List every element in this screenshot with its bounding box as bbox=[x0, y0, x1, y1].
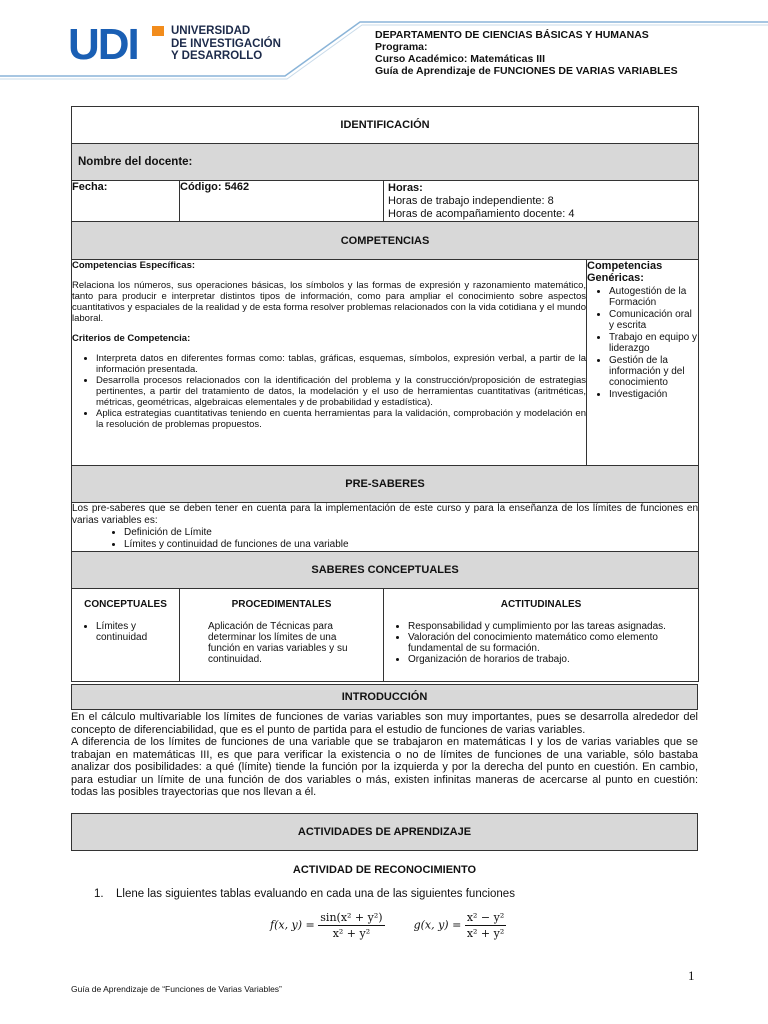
procedimental-text: Aplicación de Técnicas para determinar los límites de una función en varias variables y su continuidad. bbox=[208, 621, 348, 665]
section-competencias: COMPETENCIAS bbox=[72, 222, 699, 260]
udi-logo bbox=[68, 24, 168, 64]
specific-competencies: Competencias Específicas: Relaciona los números, sus operaciones básicas, los símbolos y las formas de expresión y razonamiento matemático, tanto para producir e interpretar distintos tipos de información, como para ampliar el conocimiento sobre aspectos cuantitativos y espaciales de la realidad y de esta forma resolver problemas relacionados con la vida cotidiana y el mundo laboral. Criterios de Competencia: • Interpreta datos en diferentes formas como: tablas, gráficas, esquemas, símbolos, expresión verbal, a partir de la información presentada. • Desarrolla procesos relacionados con la identificación del problema y la construcción/proposición de estrategias pertinentes, a partir del tratamiento de datos, la modelación y el uso de herramientas cuantitativas (aritméticas, métricas, geométricas, algebraicas elementales y de probabilidad y estadística). • Aplica estrategias cuantitativas teniendo en cuenta herramientas para la validación, comprobación y modelación en la resolución de problemas propuestos. bbox=[72, 260, 587, 466]
course-line: Curso Académico: Matemáticas III bbox=[375, 53, 545, 65]
section-presaberes: PRE-SABERES bbox=[72, 466, 699, 503]
f-lhs: f(x, y) = bbox=[270, 918, 315, 932]
presaberes-list bbox=[72, 527, 698, 551]
generic-competencies: Competencias Genéricas: • Autogestión de la Formación • Comunicación oral y escrita • Trabajo en equipo y liderazgo • Gestión de la información y del conocimiento • Investigación bbox=[587, 260, 699, 466]
introduction-text bbox=[71, 711, 698, 799]
generic-item: • Autogestión de la Formación bbox=[609, 286, 698, 308]
hours-cell: Horas: Horas de trabajo independiente: 8 Horas de acompañamiento docente: 4 bbox=[384, 181, 699, 222]
course-info bbox=[375, 29, 678, 77]
actitudinal-item: • Organización de horarios de trabajo. bbox=[408, 654, 692, 665]
generic-item: • Trabajo en equipo y liderazgo bbox=[609, 332, 698, 354]
generic-item: • Comunicación oral y escrita bbox=[609, 309, 698, 331]
intro-paragraph: A diferencia de los límites de funciones de una variable que se trabajaron en matemáticas I y los de varias variables que se trabajan en matemáticas III, es que para verificar la existencia o no de límites de funciones de una variable, sólo bastaba analizar dos posibilidades: a qué (límite) tiende la función por la izquierda y por la derecha del punto en cuestión. En cambio, para estudiar un límite de una función de dos variables o más, existen infinitas maneras de acercarse al punto en cuestión: todas las posibles trayectorias que nos llevan a él. bbox=[71, 736, 698, 798]
activity-instruction: 1. Llene las siguientes tablas evaluando en cada una de las siguientes funciones bbox=[94, 888, 515, 900]
presaberes-item: • Definición de Límite bbox=[124, 527, 698, 539]
conceptual-item: • Límites y continuidad bbox=[96, 621, 179, 643]
svg-text:UDI: UDI bbox=[68, 24, 138, 64]
department-line: DEPARTAMENTO DE CIENCIAS BÁSICAS Y HUMANAS bbox=[375, 29, 649, 41]
criteria-list bbox=[72, 353, 586, 430]
function-formulas bbox=[270, 911, 570, 951]
date-label: Fecha: bbox=[72, 181, 180, 222]
actitudinal-item: • Valoración del conocimiento matemático como elemento fundamental de su formación. bbox=[408, 632, 692, 654]
actitudinales-column: ACTITUDINALES • Responsabilidad y cumplimiento por las tareas asignadas. • Valoración del conocimiento matemático como elemento fundamental de su formación. • Organización de horarios de trabajo. bbox=[384, 589, 699, 682]
conceptuales-column: CONCEPTUALES • Límites y continuidad bbox=[72, 589, 180, 682]
presaberes-content: Los pre-saberes que se deben tener en cuenta para la implementación de este curso y para la enseñanza de los límites de funciones en varias variables es: • Definición de Límite • Límites y continuidad de funciones de una variable bbox=[72, 503, 699, 552]
section-identificacion: IDENTIFICACIÓN bbox=[72, 107, 699, 144]
intro-paragraph: En el cálculo multivariable los límites de funciones de varias variables son muy importantes, pues se desarrolla alrededor del concepto de diferenciabilidad, que es el punto de partida para el estudio de funciones de varias variables. bbox=[71, 711, 698, 736]
guide-line: Guía de Aprendizaje de FUNCIONES DE VARIAS VARIABLES bbox=[375, 65, 678, 77]
accompaniment-hours: Horas de acompañamiento docente: 4 bbox=[388, 208, 575, 220]
criteria-item: • Interpreta datos en diferentes formas como: tablas, gráficas, esquemas, símbolos, expresión verbal, a partir de la información presentada. bbox=[96, 353, 586, 375]
university-name: UNIVERSIDAD DE INVESTIGACIÓN Y DESARROLLO bbox=[171, 25, 281, 62]
g-lhs: g(x, y) = bbox=[413, 918, 462, 932]
activity-subtitle: ACTIVIDAD DE RECONOCIMIENTO bbox=[292, 864, 477, 876]
generic-item: • Gestión de la información y del conocimiento bbox=[609, 355, 698, 388]
criteria-item: • Desarrolla procesos relacionados con la identificación del problema y la construcción/proposición de estrategias pertinentes, a partir del tratamiento de datos, la modelación y el uso de herramientas cuantitativas (aritméticas, métricas, geométricas, algebraicas elementales y de probabilidad y estadística). bbox=[96, 375, 586, 408]
independent-hours: Horas de trabajo independiente: 8 bbox=[388, 195, 554, 207]
footer-text: Guía de Aprendizaje de “Funciones de Varias Variables” bbox=[71, 984, 282, 994]
section-actividades: ACTIVIDADES DE APRENDIZAJE bbox=[71, 813, 698, 851]
section-introduccion: INTRODUCCIÓN bbox=[71, 684, 698, 710]
generic-list bbox=[587, 286, 698, 400]
actitudinal-item: • Responsabilidad y cumplimiento por las tareas asignadas. bbox=[408, 621, 692, 632]
presaberes-item: • Límites y continuidad de funciones de una variable bbox=[124, 539, 698, 551]
criteria-item: • Aplica estrategias cuantitativas teniendo en cuenta herramientas para la validación, comprobación y modelación en la resolución de problemas propuestos. bbox=[96, 408, 586, 430]
program-line: Programa: bbox=[375, 41, 428, 53]
g-fraction: $\frac{\text{x² − y²}}{\text{x² + y²}}$ bbox=[466, 911, 505, 940]
f-fraction: $\frac{\text{sin(x² + y²)}}{\text{x² + y²}}$ bbox=[320, 911, 383, 940]
page-number: 1 bbox=[688, 968, 695, 983]
generic-item: • Investigación bbox=[609, 389, 698, 400]
section-saberes: SABERES CONCEPTUALES bbox=[72, 552, 699, 589]
code-label: Código: 5462 bbox=[180, 181, 384, 222]
procedimentales-column: PROCEDIMENTALES Aplicación de Técnicas para determinar los límites de una función en varias variables y su continuidad. bbox=[180, 589, 384, 682]
identification-table bbox=[71, 106, 699, 682]
teacher-name-label: Nombre del docente: bbox=[72, 144, 699, 181]
